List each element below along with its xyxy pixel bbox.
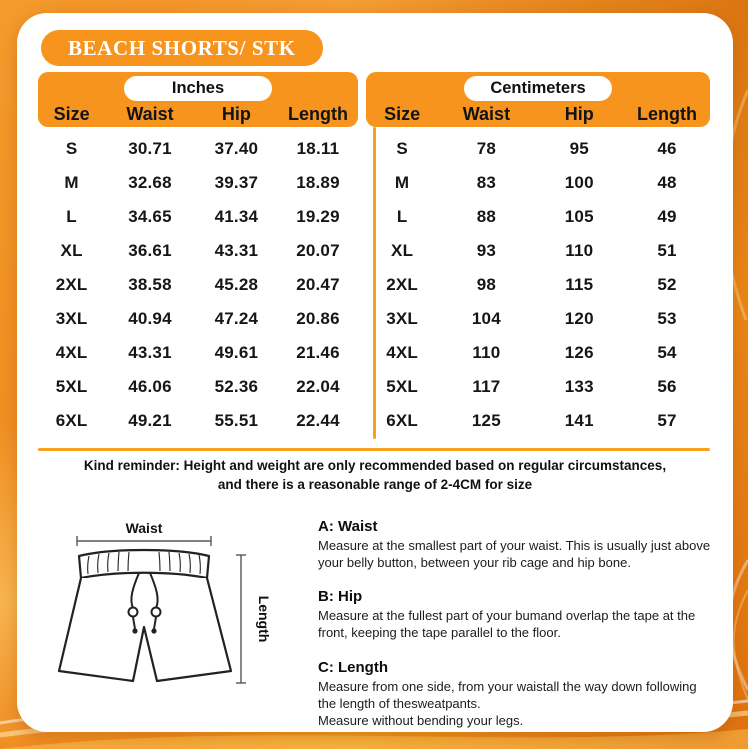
waist-label: Waist <box>125 520 163 536</box>
table-row <box>38 132 358 166</box>
value-cell: 115 <box>565 275 594 294</box>
instruction-hip-heading: B: Hip <box>318 588 363 606</box>
value-cell: 49.61 <box>214 343 259 362</box>
size-cell: S <box>396 139 408 158</box>
value-cell: 18.11 <box>296 139 340 158</box>
value-cell: 20.47 <box>296 275 340 294</box>
inches-unit-pill <box>124 76 272 101</box>
inches-table-body <box>38 132 358 438</box>
value-cell: 40.94 <box>128 309 172 328</box>
table-row <box>366 336 710 370</box>
value-cell: 18.89 <box>296 173 340 192</box>
value-cell: 126 <box>564 343 594 362</box>
value-cell: 52.36 <box>214 377 259 396</box>
value-cell: 43.31 <box>128 343 172 362</box>
table-row <box>38 336 358 370</box>
text-line: Measure at the smallest part of your waist. This is usually just above your belly button, between your rib cage and hip bone. <box>318 538 711 571</box>
table-row <box>366 234 710 268</box>
table-row <box>366 370 710 404</box>
text-line: Measure without bending your legs. <box>318 712 524 728</box>
value-cell: 117 <box>472 377 501 396</box>
size-cell: 3XL <box>386 309 418 328</box>
centimeters-unit-label: Centimeters <box>490 79 586 97</box>
size-cell: 5XL <box>55 377 88 396</box>
table-row <box>38 200 358 234</box>
value-cell: 54 <box>657 343 677 362</box>
value-cell: 104 <box>471 309 501 328</box>
value-cell: 48 <box>657 173 677 192</box>
value-cell: 105 <box>564 207 594 226</box>
value-cell: 46 <box>657 139 677 158</box>
value-cell: 39.37 <box>214 173 259 192</box>
size-cell: 4XL <box>386 343 418 362</box>
column-header-size: Size <box>53 103 90 124</box>
size-cell: L <box>66 207 77 226</box>
column-header-waist: Waist <box>126 103 174 124</box>
value-cell: 83 <box>476 173 497 192</box>
value-cell: 37.40 <box>214 139 259 158</box>
table-row <box>38 404 358 438</box>
value-cell: 43.31 <box>214 241 259 260</box>
table-row <box>38 268 358 302</box>
table-row <box>38 234 358 268</box>
size-cell: M <box>64 173 79 192</box>
title-banner <box>41 30 323 66</box>
value-cell: 95 <box>569 139 589 158</box>
value-cell: 141 <box>564 411 594 430</box>
size-cell: 2XL <box>55 275 88 294</box>
value-cell: 88 <box>476 207 497 226</box>
table-row <box>38 370 358 404</box>
waist-measure-line <box>77 536 211 546</box>
kind-reminder-text <box>17 457 733 495</box>
horizontal-divider <box>38 448 710 451</box>
table-row <box>366 132 710 166</box>
value-cell: 56 <box>657 377 677 396</box>
column-header-waist: Waist <box>462 103 511 124</box>
table-row <box>366 302 710 336</box>
vertical-divider <box>373 127 376 439</box>
value-cell: 22.44 <box>296 411 340 430</box>
table-row <box>366 166 710 200</box>
value-cell: 125 <box>471 411 501 430</box>
length-measure-line <box>236 555 246 683</box>
column-header-length: Length <box>636 103 697 124</box>
instruction-hip <box>318 588 714 641</box>
value-cell: 57 <box>657 411 677 430</box>
size-cell: 6XL <box>55 411 88 430</box>
column-header-hip: Hip <box>564 103 594 124</box>
size-cell: 2XL <box>386 275 418 294</box>
instruction-hip-body <box>318 607 714 641</box>
value-cell: 49.21 <box>128 411 172 430</box>
size-cell: XL <box>391 241 414 260</box>
centimeters-table-body <box>366 132 710 438</box>
value-cell: 41.34 <box>214 207 259 226</box>
value-cell: 20.07 <box>296 241 340 260</box>
size-cell: 6XL <box>386 411 418 430</box>
column-header-size: Size <box>384 103 421 124</box>
value-cell: 100 <box>564 173 594 192</box>
value-cell: 45.28 <box>214 275 259 294</box>
value-cell: 32.68 <box>128 173 172 192</box>
value-cell: 53 <box>657 309 677 328</box>
value-cell: 30.71 <box>128 139 172 158</box>
instruction-length-body <box>318 678 714 729</box>
size-cell: 3XL <box>55 309 88 328</box>
value-cell: 55.51 <box>214 411 259 430</box>
value-cell: 19.29 <box>296 207 340 226</box>
size-chart-card <box>17 13 733 732</box>
table-row <box>366 404 710 438</box>
value-cell: 52 <box>657 275 677 294</box>
instruction-waist <box>318 518 714 571</box>
inches-unit-label: Inches <box>171 79 225 97</box>
size-cell: 5XL <box>386 377 418 396</box>
text-line: and there is a reasonable range of 2-4CM for size <box>217 476 533 492</box>
value-cell: 36.61 <box>128 241 172 260</box>
inches-column-headers <box>38 101 358 127</box>
value-cell: 110 <box>565 241 594 260</box>
value-cell: 47.24 <box>214 309 259 328</box>
value-cell: 46.06 <box>128 377 172 396</box>
text-line: Measure from one side, from your waistall the way down following the length of thesweatpants. <box>318 678 697 711</box>
text-line: Measure at the fullest part of your bumand overlap the tape at the front, keeping the tape parallel to the floor. <box>318 608 696 641</box>
value-cell: 20.86 <box>296 309 340 328</box>
table-row <box>38 166 358 200</box>
value-cell: 49 <box>657 207 677 226</box>
column-header-length: Length <box>287 103 348 124</box>
instruction-waist-body <box>318 537 714 571</box>
value-cell: 110 <box>472 343 501 362</box>
value-cell: 78 <box>476 139 497 158</box>
value-cell: 21.46 <box>296 343 340 362</box>
instruction-waist-heading: A: Waist <box>318 518 378 535</box>
value-cell: 98 <box>476 275 497 294</box>
column-header-hip: Hip <box>221 103 251 124</box>
centimeters-table-header <box>366 72 710 127</box>
page-title: BEACH SHORTS/ STK <box>68 35 296 60</box>
value-cell: 51 <box>657 241 677 260</box>
instruction-length-heading: C: Length <box>318 658 388 676</box>
shorts-diagram <box>41 511 321 711</box>
centimeters-unit-pill <box>464 76 612 101</box>
text-line: Kind reminder: Height and weight are only recommended based on regular circumstances, <box>83 458 667 473</box>
value-cell: 133 <box>564 377 594 396</box>
value-cell: 34.65 <box>128 207 172 226</box>
size-cell: L <box>396 207 408 226</box>
centimeters-column-headers <box>366 101 710 127</box>
instruction-length <box>318 659 714 729</box>
size-cell: M <box>394 173 410 192</box>
table-row <box>366 268 710 302</box>
size-cell: S <box>65 139 78 158</box>
inches-table-header <box>38 72 358 127</box>
value-cell: 38.58 <box>128 275 172 294</box>
size-cell: XL <box>60 241 83 260</box>
measuring-instructions <box>318 518 714 746</box>
table-row <box>366 200 710 234</box>
value-cell: 22.04 <box>296 377 340 396</box>
value-cell: 93 <box>476 241 497 260</box>
length-label: Length <box>256 595 272 643</box>
table-row <box>38 302 358 336</box>
size-cell: 4XL <box>55 343 88 362</box>
value-cell: 120 <box>564 309 594 328</box>
shorts-outline <box>59 550 231 681</box>
